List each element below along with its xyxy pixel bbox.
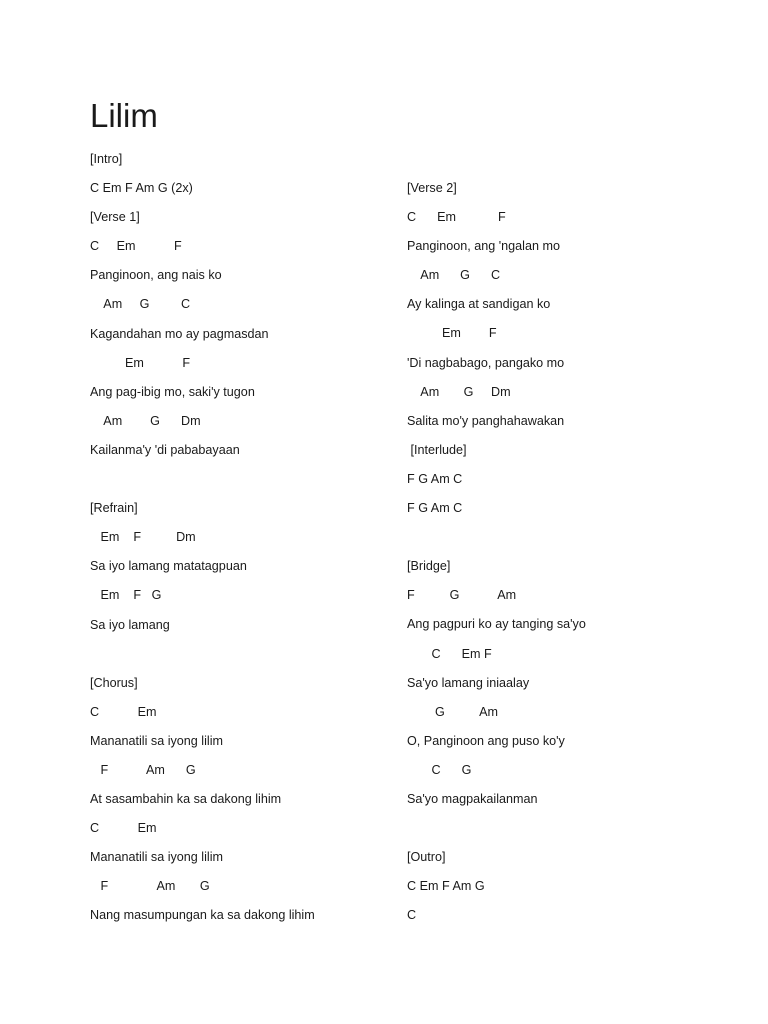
left-section-label: [Chorus] [90, 675, 138, 690]
right-lyric-line: Sa'yo lamang iniaalay [407, 675, 530, 690]
right-chord-line: F G Am C [407, 471, 463, 486]
right-chord-line: C Em F [407, 646, 492, 661]
left-lyric-line: Mananatili sa iyong lilim [90, 733, 223, 748]
right-chord-line: C Em F Am G [407, 879, 485, 894]
left-lyric-line: At sasambahin ka sa dakong lihim [90, 792, 282, 807]
right-chord-line: G Am [407, 704, 498, 719]
left-chord-line: C Em [90, 704, 157, 719]
right-lyric-line: 'Di nagbabago, pangako mo [407, 355, 565, 370]
left-section-label: [Intro] [90, 152, 123, 166]
left-chord-line: Em F [90, 355, 191, 370]
left-blank-line [90, 640, 420, 669]
right-column [407, 174, 737, 930]
right-blank-line [407, 814, 737, 843]
left-section-label: [Refrain] [90, 501, 138, 516]
right-section-label: [Interlude] [407, 442, 467, 457]
right-section-label: [Bridge] [407, 559, 451, 574]
right-chord-line: Am G Dm [407, 384, 511, 399]
left-blank-line [90, 465, 420, 494]
left-lyric-line: Mananatili sa iyong lilim [90, 850, 223, 865]
song-title: Lilim [90, 97, 158, 134]
left-chord-line: Am G Dm [90, 413, 201, 428]
left-chord-line: Am G C [90, 297, 191, 312]
left-lyric-line: Sa iyo lamang [90, 617, 170, 632]
right-chord-line: Am G C [407, 268, 501, 283]
right-chord-line: C G [407, 762, 472, 777]
left-lyric-line: Kagandahan mo ay pagmasdan [90, 326, 269, 341]
left-chord-line: Em F G [90, 588, 162, 603]
right-lyric-line: Ay kalinga at sandigan ko [407, 297, 551, 312]
right-chord-line: C Em F [407, 210, 506, 225]
left-chord-line: C Em F Am G (2x) [90, 181, 193, 196]
right-chord-line: Em F [407, 326, 497, 341]
right-lyric-line: Sa'yo magpakailanman [407, 791, 538, 806]
right-chord-line: C [407, 908, 417, 923]
right-section-label: [Verse 2] [407, 181, 457, 195]
right-chord-line: F G Am [407, 588, 517, 603]
left-section-label: [Verse 1] [90, 210, 140, 225]
right-lyric-line: Ang pagpuri ko ay tanging sa'yo [407, 617, 586, 632]
right-chord-line: F G Am C [407, 501, 463, 516]
left-lyric-line: Kailanma'y 'di pababayaan [90, 442, 240, 457]
left-lyric-line: Panginoon, ang nais ko [90, 268, 222, 283]
right-lyric-line: Panginoon, ang 'ngalan mo [407, 239, 560, 254]
left-column [90, 145, 420, 931]
left-lyric-line: Ang pag-ibig mo, saki'y tugon [90, 384, 255, 399]
left-chord-line: C Em [90, 821, 157, 836]
left-chord-line: C Em F [90, 239, 182, 254]
left-chord-line: F Am G [90, 879, 210, 894]
right-section-label: [Outro] [407, 850, 446, 865]
left-lyric-line: Nang masumpungan ka sa dakong lihim [90, 908, 315, 923]
right-lyric-line: Salita mo'y panghahawakan [407, 413, 565, 428]
left-lyric-line: Sa iyo lamang matatagpuan [90, 559, 247, 574]
left-chord-line: Em F Dm [90, 530, 196, 545]
left-chord-line: F Am G [90, 762, 196, 777]
right-lyric-line: O, Panginoon ang puso ko'y [407, 733, 565, 748]
right-blank-line [407, 523, 737, 552]
